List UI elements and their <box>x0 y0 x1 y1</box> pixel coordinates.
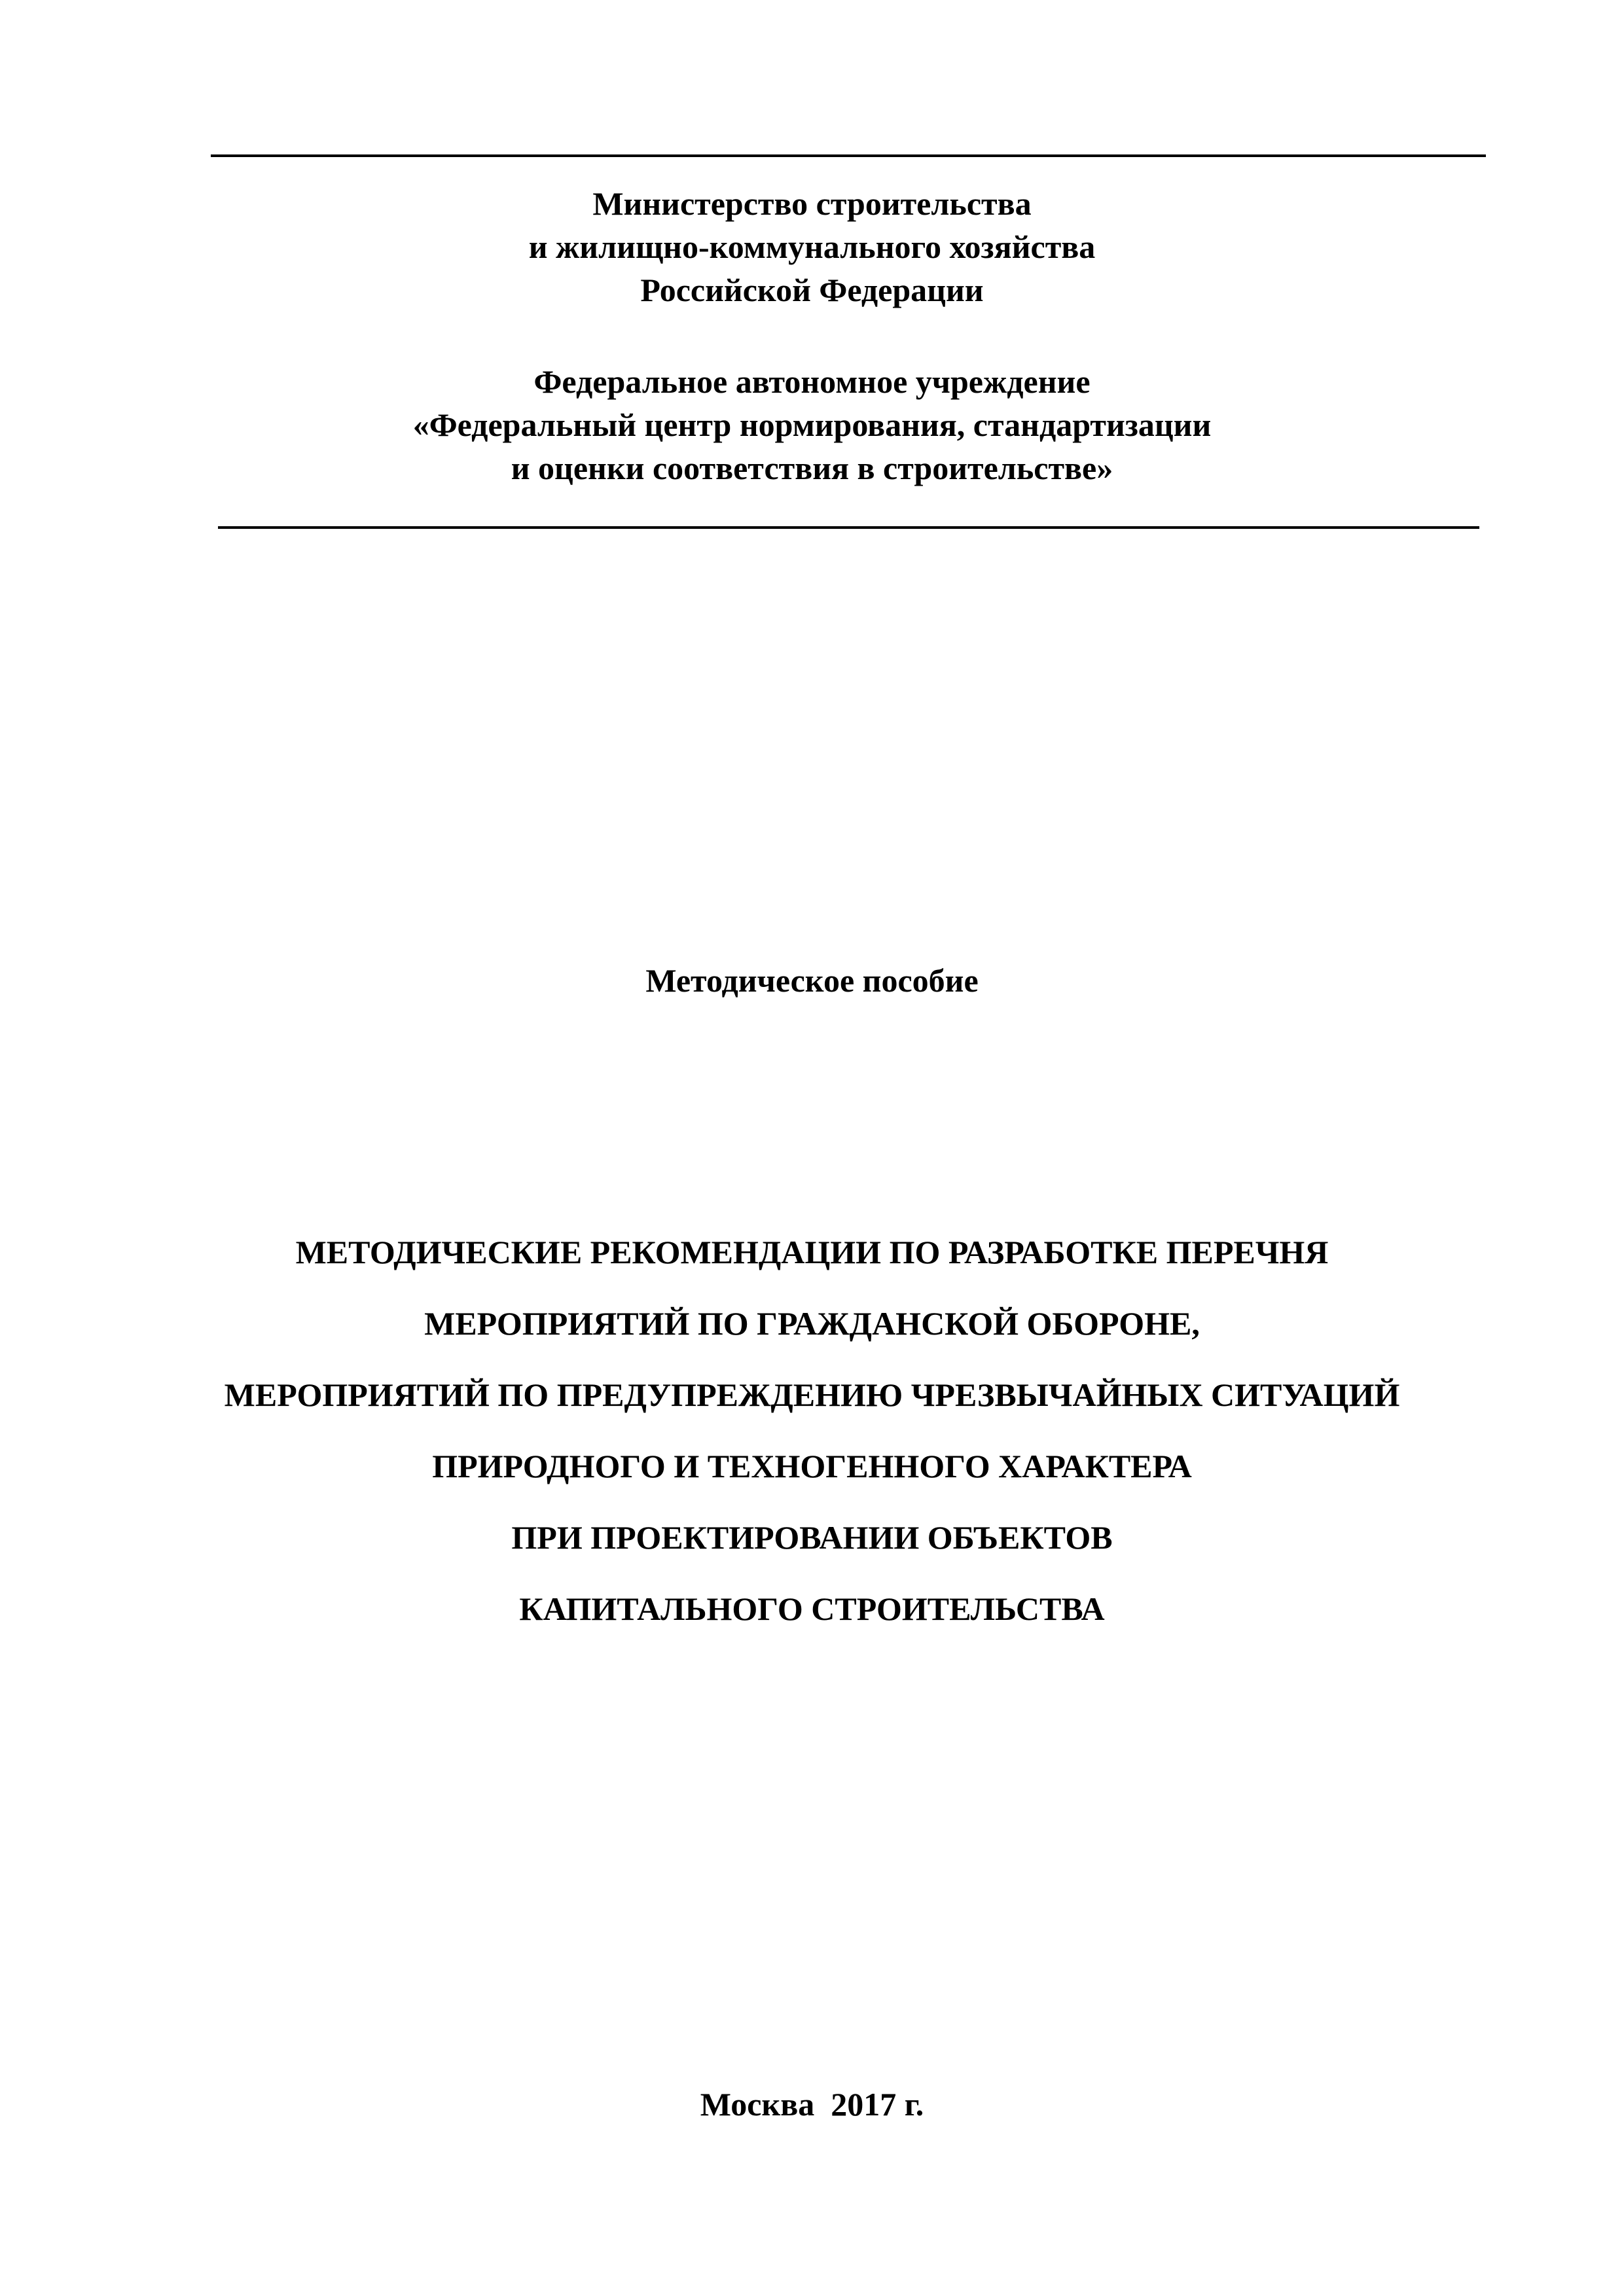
title-line: ПРИ ПРОЕКТИРОВАНИИ ОБЪЕКТОВ <box>511 1519 1113 1556</box>
institution-line: Федеральное автономное учреждение <box>533 363 1091 400</box>
ministry-line: Министерство строительства <box>592 185 1032 222</box>
bottom-rule <box>218 526 1479 529</box>
ministry-line: Российской Федерации <box>640 272 984 308</box>
document-type <box>0 959 1624 1002</box>
institution-name <box>0 360 1624 490</box>
place-and-year: Москва 2017 г. <box>700 2086 924 2123</box>
title-line: ПРИРОДНОГО И ТЕХНОГЕННОГО ХАРАКТЕРА <box>432 1448 1192 1484</box>
document-type-label: Методическое пособие <box>645 962 979 999</box>
document-title <box>0 1217 1624 1645</box>
ministry-name <box>0 182 1624 312</box>
institution-line: «Федеральный центр нормирования, стандартизации <box>412 406 1212 443</box>
title-line: КАПИТАЛЬНОГО СТРОИТЕЛЬСТВА <box>519 1590 1105 1627</box>
title-line: МЕРОПРИЯТИЙ ПО ПРЕДУПРЕЖДЕНИЮ ЧРЕЗВЫЧАЙНЫХ СИТУАЦИЙ <box>224 1376 1400 1413</box>
top-rule <box>211 154 1486 157</box>
ministry-line: и жилищно-коммунального хозяйства <box>528 228 1096 265</box>
institution-line: и оценки соответствия в строительстве» <box>511 450 1113 486</box>
title-line: МЕРОПРИЯТИЙ ПО ГРАЖДАНСКОЙ ОБОРОНЕ, <box>424 1305 1200 1342</box>
title-line: МЕТОДИЧЕСКИЕ РЕКОМЕНДАЦИИ ПО РАЗРАБОТКЕ ПЕРЕЧНЯ <box>295 1234 1329 1270</box>
